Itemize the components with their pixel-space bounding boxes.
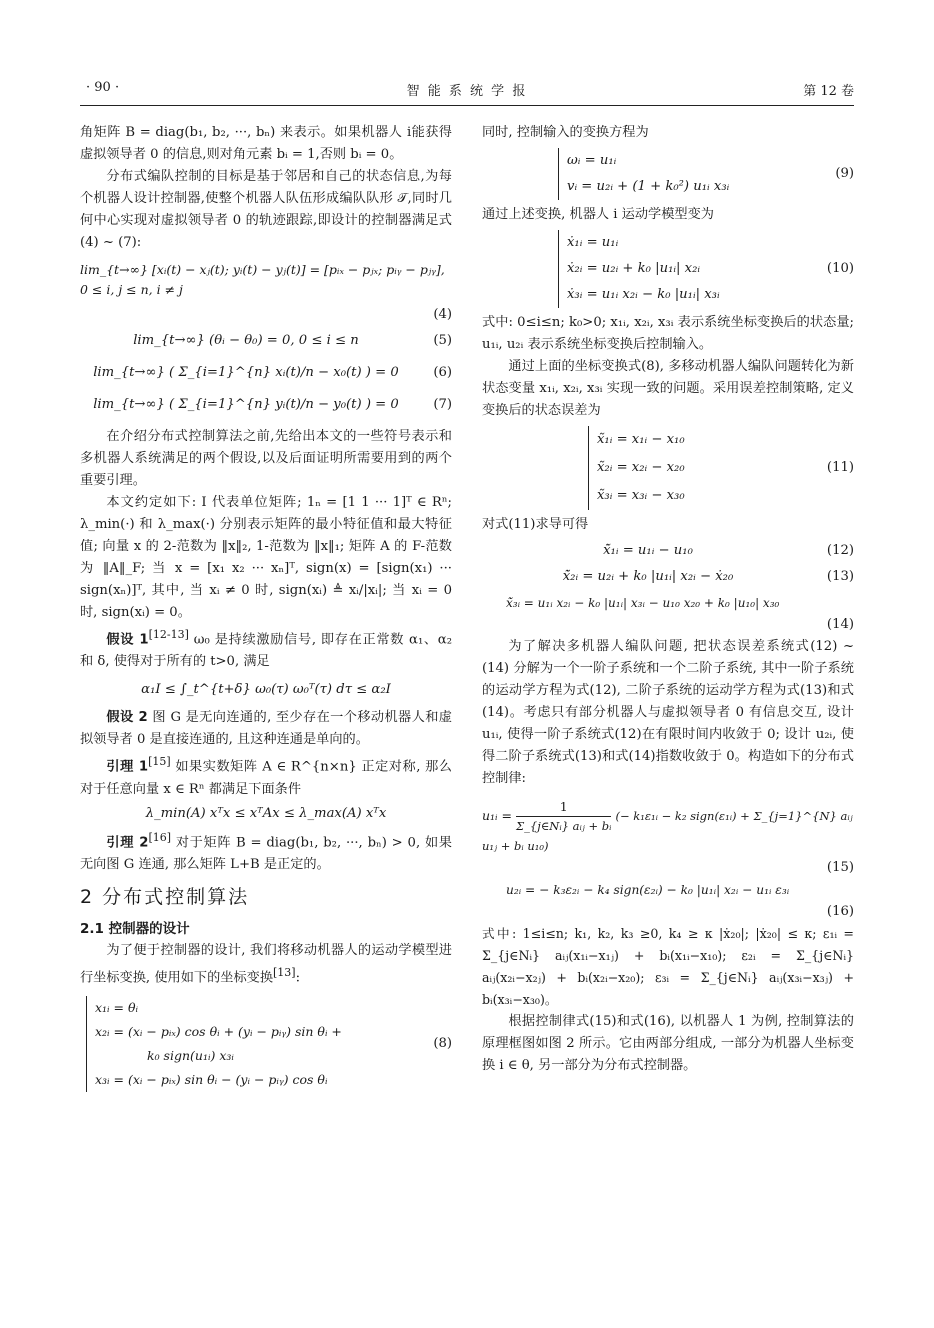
citation: [12-13] <box>148 628 189 641</box>
equation-9 <box>482 148 854 200</box>
paragraph: 通过上述变换, 机器人 i 运动学模型变为 <box>482 207 714 222</box>
equation-line: k₀ sign(u₁ᵢ) x₃ᵢ <box>147 1047 234 1063</box>
equation-11 <box>482 426 854 510</box>
journal-title: 智 能 系 统 学 报 <box>406 84 528 99</box>
paragraph-text: 为了便于控制器的设计, 我们将移动机器人的运动学模型进行坐标变换, 使用如下的坐标变换 <box>80 943 452 986</box>
equation-line: x₂ᵢ = (xᵢ − pᵢₓ) cos θᵢ + (yᵢ − pᵢᵧ) sin θᵢ + <box>95 1023 342 1039</box>
paragraph: 同时, 控制输入的变换方程为 <box>482 125 649 140</box>
equation-system <box>588 426 685 510</box>
paragraph: 根据控制律式(15)和式(16), 以机器人 1 为例, 控制算法的原理框图如图 2 所示。它由两部分组成, 一部分为机器人坐标变换 i ∈ θ, 另一部分为分布式控制器。 <box>482 1014 854 1073</box>
equation-lemma-1 <box>80 803 452 825</box>
equation-number: (15) <box>826 860 854 875</box>
equation-line: vᵢ = u₂ᵢ + (1 + k₀²) u₁ᵢ x₃ᵢ <box>567 179 730 194</box>
left-column <box>80 122 452 1096</box>
equation-number: (14) <box>826 617 854 632</box>
citation: [13] <box>273 966 296 980</box>
equation-4 <box>80 260 452 300</box>
page-number: · 90 · <box>86 80 120 95</box>
equation-line: x₃ᵢ = (xᵢ − pᵢₓ) sin θᵢ − (yᵢ − pᵢᵧ) cos θᵢ <box>95 1071 328 1087</box>
equation-number: (10) <box>826 261 854 276</box>
citation: [15] <box>148 755 171 769</box>
equation-fraction <box>516 798 611 835</box>
equation-14 <box>482 592 854 614</box>
equation-13 <box>482 566 854 588</box>
equation-system <box>558 148 729 200</box>
paragraph: 角矩阵 B = diag(b₁, b₂, ···, bₙ) 来表示。如果机器人 i能获得虚拟领导者 0 的信息,则对角元素 bᵢ = 1,否则 bᵢ = 0。 <box>80 125 452 162</box>
equation-number: (12) <box>826 543 854 558</box>
equation-line: ẋ₃ᵢ = u₁ᵢ x₂ᵢ − k₀ |u₁ᵢ| x₃ᵢ <box>567 287 720 302</box>
equation-number: (16) <box>826 904 854 919</box>
paragraph: 通过上面的坐标变换式(8), 多移动机器人编队问题转化为新状态变量 x₁ᵢ, x₂ᵢ, x₃ᵢ 实现一致的问题。采用误差控制策略, 定义变换后的状态误差为 <box>482 359 854 418</box>
lemma-text: 如果实数矩阵 A ∈ R^{n×n} 正定对称, 那么对于任意向量 x ∈ Rⁿ 都满足下面条件 <box>80 759 452 797</box>
lemma-label: 引理 2 <box>106 835 149 851</box>
assumption-label: 假设 2 <box>106 710 148 726</box>
equation-lhs: u₁ᵢ = <box>482 808 513 823</box>
equation-body: lim_{t→∞} ( Σ_{i=1}^{n} xᵢ(t)/n − x₀(t) ) = 0 <box>93 365 399 380</box>
equation-body: lim_{t→∞} (θᵢ − θ₀) = 0, 0 ≤ i ≤ n <box>133 333 359 348</box>
equation-8 <box>80 996 452 1092</box>
assumption-text: ω₀ 是持续激励信号, 即存在正常数 α₁、α₂ 和 δ, 使得对于所有的 t>0, 满足 <box>80 632 452 670</box>
fraction-denominator: Σ_{j∈Nᵢ} aᵢⱼ + bᵢ <box>516 816 611 835</box>
equation-body: lim_{t→∞} [xᵢ(t) − xⱼ(t); yᵢ(t) − yⱼ(t)] = [pᵢₓ − pⱼₓ; pᵢᵧ − pⱼᵧ], 0 ≤ i, j ≤ n, i ≠ j <box>80 262 445 297</box>
equation-7 <box>80 394 452 416</box>
assumption-text: 图 G 是无向连通的, 至少存在一个移动机器人和虚拟领导者 0 是直接连通的, 且这种连通是单向的。 <box>80 710 452 748</box>
paragraph: 分布式编队控制的目标是基于邻居和自己的状态信息,为每个机器人设计控制器,使整个机器人队伍形成编队队形 𝒯,同时几何中心实现对虚拟领导者 0 的轨迹跟踪,即设计的控制器满足式(4) ~ (7): <box>80 169 452 250</box>
equation-number: (6) <box>433 365 452 380</box>
equation-system <box>86 996 342 1092</box>
equation-number: (13) <box>826 569 854 584</box>
equation-body: lim_{t→∞} ( Σ_{i=1}^{n} yᵢ(t)/n − y₀(t) ) = 0 <box>93 397 399 412</box>
equation-5 <box>80 330 452 352</box>
lemma-1 <box>80 751 452 800</box>
equation-line: x̃₁ᵢ = x₁ᵢ − x₁₀ <box>597 432 685 447</box>
equation-line: ẋ₁ᵢ = u₁ᵢ <box>567 235 619 250</box>
equation-line: ωᵢ = u₁ᵢ <box>567 153 617 168</box>
equation-10 <box>482 230 854 308</box>
header-rule <box>80 105 854 106</box>
equation-number: (9) <box>835 166 854 181</box>
equation-body: x̃̇₃ᵢ = u₁ᵢ x₂ᵢ − k₀ |u₁ᵢ| x₃ᵢ − u₁₀ x₂₀ + k₀ |u₁₀| x₃₀ <box>506 596 780 610</box>
equation-16 <box>482 879 854 901</box>
paragraph: 式中: 0≤i≤n; k₀>0; x₁ᵢ, x₂ᵢ, x₃ᵢ 表示系统坐标变换后的状态量; u₁ᵢ, u₂ᵢ 表示系统坐标变换后控制输入。 <box>482 315 854 352</box>
right-column <box>482 122 854 1077</box>
equation-number: (4) <box>433 307 452 322</box>
lemma-2 <box>80 827 452 876</box>
citation: [16] <box>148 830 172 844</box>
assumption-1 <box>80 624 452 673</box>
paragraph: 式中: 1≤i≤n; k₁, k₂, k₃ ≥0, k₄ ≥ κ |ẋ₂₀|; |ẋ₂₀| ≤ κ; ε₁ᵢ = Σ_{j∈Nᵢ} aᵢⱼ(x₁ᵢ−x₁ⱼ) + bᵢ(x₁ᵢ−x₁₀); ε₂ᵢ = Σ_{j∈Nᵢ} aᵢⱼ(x₂ᵢ−x₂ⱼ) + bᵢ(x₂ᵢ−x₂₀); ε₃ᵢ = Σ_{j∈Nᵢ} aᵢⱼ(x₃ᵢ−x₃ⱼ) + bᵢ(x₃ᵢ−x₃₀)。 <box>482 926 854 1007</box>
equation-number: (7) <box>433 397 452 412</box>
equation-line: ẋ₂ᵢ = u₂ᵢ + k₀ |u₁ᵢ| x₂ᵢ <box>567 261 701 276</box>
paragraph: 本文约定如下: I 代表单位矩阵; 1ₙ = [1 1 ··· 1]ᵀ ∈ Rⁿ; λ_min(·) 和 λ_max(·) 分别表示矩阵的最小特征值和最大特征值; 向量 x 的 2-范数为 ‖x‖₂, 1-范数为 ‖x‖₁; 矩阵 A 的 F-范数为 ‖A‖_F; 当 x = [x₁ x₂ ··· xₙ]ᵀ, sign(x) = [sign(x₁) ··· sign(xₙ)]ᵀ, 其中, 当 xᵢ ≠ 0 时, sign(xᵢ) ≜ xᵢ/|xᵢ|; 当 xᵢ = 0 时, sign(xᵢ) = 0。 <box>80 495 452 620</box>
equation-body: x̃̇₂ᵢ = u₂ᵢ + k₀ |u₁ᵢ| x₂ᵢ − ẋ₂₀ <box>562 569 734 584</box>
fraction-numerator: 1 <box>559 799 568 814</box>
equation-number: (5) <box>433 333 452 348</box>
equation-15 <box>482 798 854 857</box>
equation-body: x̃̇₁ᵢ = u₁ᵢ − u₁₀ <box>603 543 693 558</box>
subsection-heading: 2.1 控制器的设计 <box>80 921 190 938</box>
equation-line: x₁ᵢ = θᵢ <box>95 999 139 1015</box>
equation-body: λ_min(A) xᵀx ≤ xᵀAx ≤ λ_max(A) xᵀx <box>145 805 387 821</box>
assumption-2 <box>80 707 452 751</box>
equation-pe <box>80 679 452 701</box>
equation-body: u₂ᵢ = − k₃ε₂ᵢ − k₄ sign(ε₂ᵢ) − k₀ |u₁ᵢ| x₂ᵢ − u₁ᵢ ε₃ᵢ <box>506 883 790 897</box>
equation-body: α₁I ≤ ∫_t^{t+δ} ω₀(τ) ω₀ᵀ(τ) dτ ≤ α₂I <box>141 682 391 698</box>
equation-rest: (− k₁ε₁ᵢ − k₂ sign(ε₁ᵢ) + Σ_{j=1}^{N} aᵢⱼ u₁ⱼ + bᵢ u₁₀) <box>482 809 853 853</box>
equation-line: x̃₂ᵢ = x₂ᵢ − x₂₀ <box>597 460 685 475</box>
assumption-label: 假设 1 <box>106 632 149 648</box>
paragraph: 在介绍分布式控制算法之前,先给出本文的一些符号表示和多机器人系统满足的两个假设,以及后面证明所需要用到的两个重要引理。 <box>80 429 452 488</box>
section-heading: 2 分布式控制算法 <box>80 886 250 909</box>
equation-number: (11) <box>826 460 854 475</box>
paragraph: 为了解决多机器人编队问题, 把状态误差系统式(12) ~ (14) 分解为一个一阶子系统和一个二阶子系统, 其中一阶子系统的运动学方程为式(12), 二阶子系统的运动学方程为式(13)和式(14)。考虑只有部分机器人与虚拟领导者 0 有信息交互, 设计 u₁ᵢ, 使得一阶子系统式(12)在有限时间内收敛于 0; 设计 u₂ᵢ, 使得二阶子系统式(13)和式(14)指数收敛于 0。构造如下的分布式控制律: <box>482 639 854 786</box>
lemma-text: 对于矩阵 B = diag(b₁, b₂, ···, bₙ) > 0, 如果无向图 G 连通, 那么矩阵 L+B 是正定的。 <box>80 835 452 873</box>
colon: : <box>295 970 301 986</box>
equation-number: (8) <box>433 1035 452 1051</box>
paragraph <box>80 940 452 989</box>
equation-12 <box>482 540 854 562</box>
lemma-label: 引理 1 <box>106 759 149 775</box>
paragraph: 对式(11)求导可得 <box>482 517 589 532</box>
equation-system <box>558 230 720 308</box>
volume-label: 第 12 卷 <box>803 84 854 99</box>
equation-line: x̃₃ᵢ = x₃ᵢ − x₃₀ <box>597 488 685 503</box>
equation-6 <box>80 362 452 384</box>
